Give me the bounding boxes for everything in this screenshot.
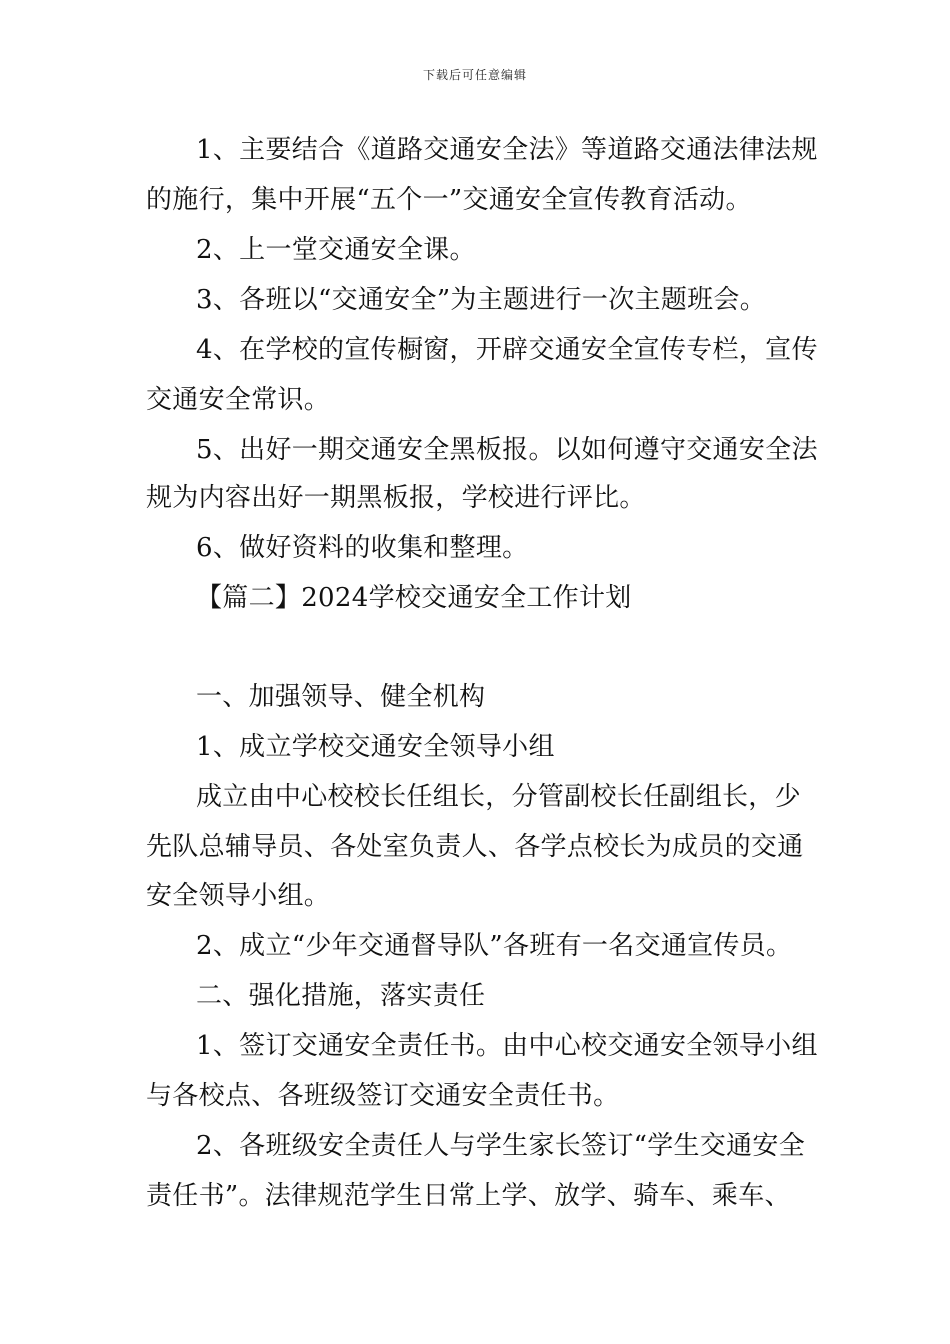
paragraph-line: 1、成立学校交通安全领导小组	[196, 732, 555, 762]
paragraph-line: 2、上一堂交通安全课。	[196, 235, 476, 265]
paragraph-line: 3、各班以“交通安全”为主题进行一次主题班会。	[196, 285, 767, 315]
paragraph-line: 1、签订交通安全责任书。由中心校交通安全领导小组	[196, 1031, 818, 1061]
paragraph-line: 与各校点、各班级签订交通安全责任书。	[146, 1081, 620, 1111]
paragraph-line: 成立由中心校校长任组长，分管副校长任副组长，少	[196, 782, 801, 812]
paragraph-line: 交通安全常识。	[146, 385, 331, 415]
section-heading: 二、强化措施，落实责任	[196, 981, 486, 1011]
paragraph-line: 1、主要结合《道路交通安全法》等道路交通法律法规	[196, 135, 818, 165]
paragraph-line: 责任书”。法律规范学生日常上学、放学、骑车、乘车、	[146, 1181, 791, 1211]
section-title: 【篇二】2024学校交通安全工作计划	[196, 583, 632, 613]
paragraph-line: 4、在学校的宣传橱窗，开辟交通安全宣传专栏，宣传	[196, 335, 818, 365]
paragraph-line: 安全领导小组。	[146, 881, 331, 911]
section-heading: 一、加强领导、健全机构	[196, 682, 486, 712]
header-note: 下载后可任意编辑	[422, 68, 527, 82]
paragraph-line: 2、各班级安全责任人与学生家长签订“学生交通安全	[196, 1131, 806, 1161]
paragraph-line: 的施行，集中开展“五个一”交通安全宣传教育活动。	[146, 185, 752, 215]
paragraph-line: 规为内容出好一期黑板报，学校进行评比。	[146, 483, 646, 513]
paragraph-line: 先队总辅导员、各处室负责人、各学点校长为成员的交通	[146, 832, 804, 862]
paragraph-line: 2、成立“少年交通督导队”各班有一名交通宣传员。	[196, 931, 793, 961]
paragraph-line: 6、做好资料的收集和整理。	[196, 533, 529, 563]
paragraph-line: 5、出好一期交通安全黑板报。以如何遵守交通安全法	[196, 435, 818, 465]
